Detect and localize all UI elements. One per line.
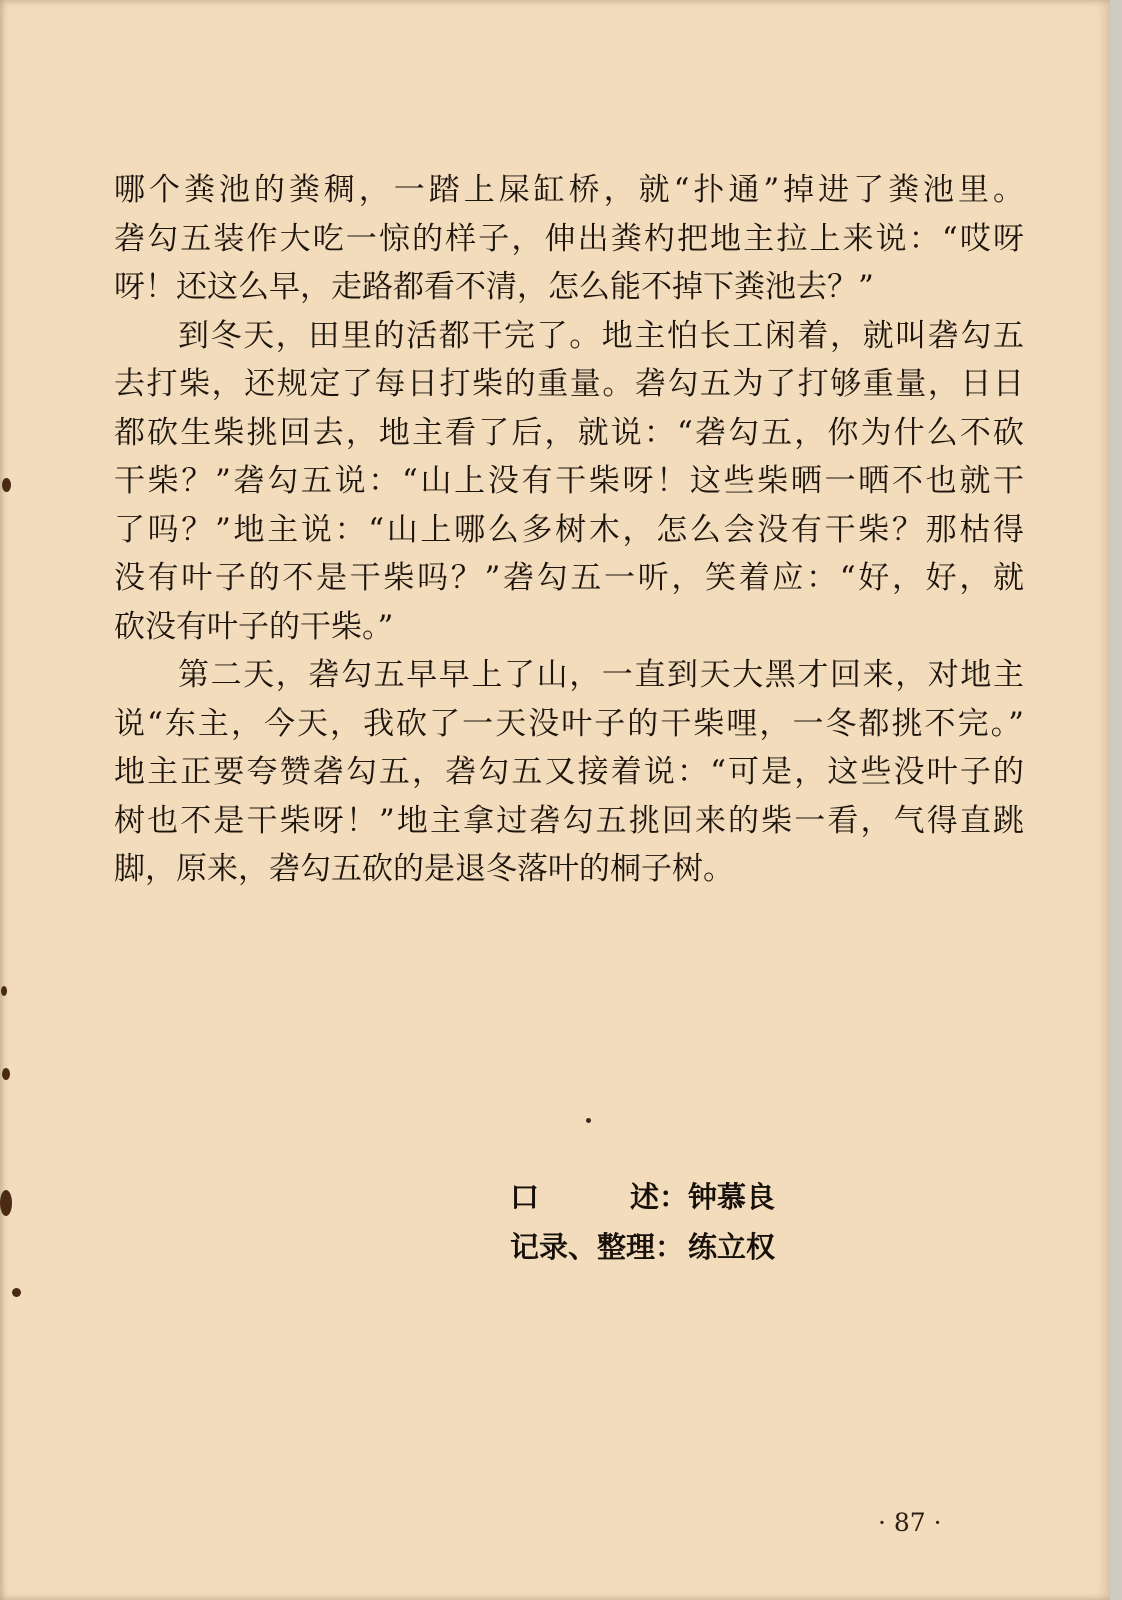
page-edge	[1110, 0, 1122, 1600]
credit-name: 钟慕良	[688, 1180, 776, 1214]
text-line: 第二天，砻勾五早早上了山，一直到天大黑才回来，对地主	[178, 657, 1024, 693]
credit-recorder	[510, 1222, 775, 1272]
text-line: 干柴？”砻勾五说：“山上没有干柴呀！这些柴晒一晒不也就干	[114, 463, 1024, 499]
paragraph-3	[114, 651, 1024, 894]
text-line: 呀！还这么早，走路都看不清，怎么能不掉下粪池去？”	[114, 269, 874, 305]
credit-role-part: 述：	[629, 1180, 688, 1214]
paragraph-2	[114, 312, 1024, 652]
credit-role	[510, 1172, 688, 1222]
text-line: 砍没有叶子的干柴。”	[114, 608, 394, 645]
page-number: · 87 ·	[878, 1508, 942, 1537]
text-line: 说“东主，今天，我砍了一天没叶子的干柴哩，一冬都挑不完。”	[114, 705, 1024, 742]
text-line: 都砍生柴挑回去，地主看了后，就说：“砻勾五，你为什么不砍	[114, 414, 1024, 451]
paragraph-1	[114, 166, 1024, 312]
credit-narrator	[510, 1172, 775, 1222]
stain-mark	[0, 1190, 12, 1216]
credit-role-part: 记录、整理：	[510, 1230, 685, 1264]
stain-mark	[1, 986, 7, 996]
credits	[510, 1172, 775, 1272]
stain-mark	[2, 478, 11, 492]
text-line: 哪个粪池的粪稠，一踏上屎缸桥，就“扑通”掉进了粪池里。	[114, 172, 1024, 208]
text-line: 砻勾五装作大吃一惊的样子，伸出粪杓把地主拉上来说：“哎呀	[114, 220, 1024, 257]
text-line: 地主正要夸赞砻勾五，砻勾五又接着说：“可是，这些没叶子的	[114, 754, 1024, 790]
body-text	[114, 166, 1024, 894]
stain-mark	[2, 1068, 10, 1080]
credit-role	[510, 1222, 688, 1272]
text-line: 没有叶子的不是干柴吗？”砻勾五一听，笑着应：“好，好，就	[114, 560, 1024, 596]
text-line: 了吗？”地主说：“山上哪么多树木，怎么会没有干柴？那枯得	[114, 511, 1024, 548]
text-line: 去打柴，还规定了每日打柴的重量。砻勾五为了打够重量，日日	[114, 366, 1024, 402]
text-line: 到冬天，田里的活都干完了。地主怕长工闲着，就叫砻勾五	[178, 317, 1024, 354]
credit-name: 练立权	[688, 1230, 776, 1264]
text-line: 树也不是干柴呀！”地主拿过砻勾五挑回来的柴一看，气得直跳	[114, 802, 1024, 839]
text-line: 脚，原来，砻勾五砍的是退冬落叶的桐子树。	[114, 851, 734, 887]
stain-mark	[12, 1288, 21, 1297]
credit-role-part: 口	[510, 1180, 540, 1214]
ink-dot	[586, 1118, 591, 1123]
